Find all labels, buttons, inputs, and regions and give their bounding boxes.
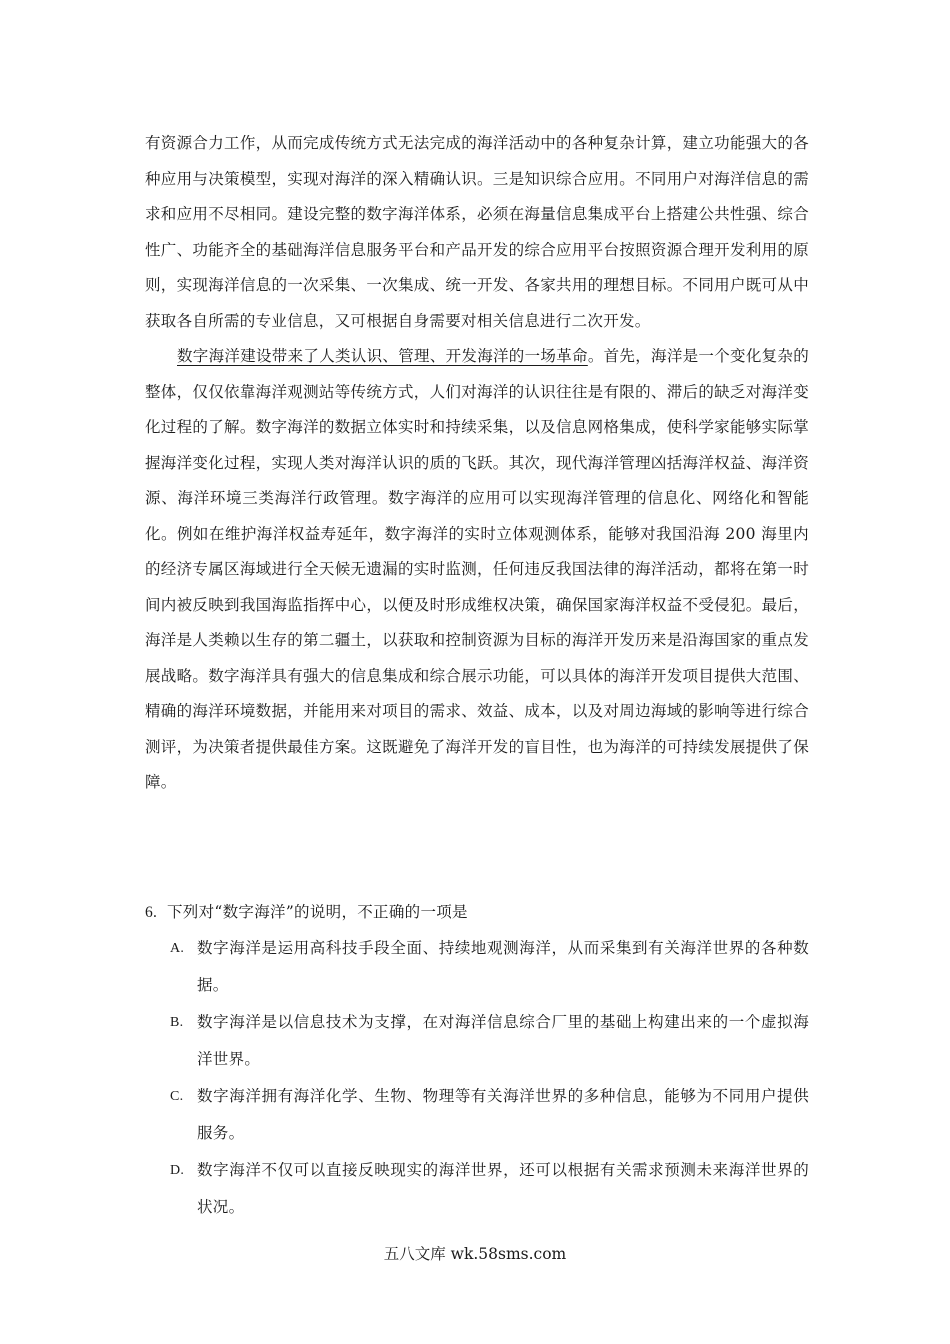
question-number: 6. — [145, 904, 158, 921]
option-d — [145, 1152, 809, 1226]
page-footer: 五八文库 wk.58sms.com — [383, 1245, 567, 1263]
option-c — [145, 1078, 809, 1152]
option-d-letter: D. — [170, 1163, 185, 1178]
passage-paragraph-2-text: 。首先，海洋是一个变化复杂的整体，仅仅依靠海洋观测站等传统方式，人们对海洋的认识往往是有限的、滞后的缺乏对海洋变化过程的了解。数字海洋的数据立体实时和持续采集，以及信息网格集成，使科学家能够实际掌握海洋变化过程，实现人类对海洋认识的质的飞跃。其次，现代海洋管理凶括海洋权益、海洋资源、海洋环境三类海洋行政管理。数字海洋的应用可以实现海洋管理的信息化、网络化和智能化。例如在维护海洋权益寿延年，数字海洋的实时立体观测体系，能够对我国沿海 200 海里内的经济专属区海域进行全天候无遗漏的实时监测，任何违反我国法律的海洋活动，都将在第一时间内被反映到我国海监指挥中心，以便及时形成维权决策，确保国家海洋权益不受侵犯。最后，海洋是人类赖以生存的第二疆土，以获取和控制资源为目标的海洋开发历来是沿海国家的重点发展战略。数字海洋具有强大的信息集成和综合展示功能，可以具体的海洋开发项目提供大范围、精确的海洋环境数据，并能用来对项目的需求、效益、成本，以及对周边海域的影响等进行综合测评，为决策者提供最佳方案。这既避免了海洋开发的盲目性，也为海洋的可持续发展提供了保障。 — [145, 347, 810, 791]
option-b-text: 数字海洋是以信息技术为支撑，在对海洋信息综合厂里的基础上构建出来的一个虚拟海洋世界。 — [197, 1013, 809, 1068]
option-b-letter: B. — [170, 1015, 184, 1030]
question-stem — [145, 895, 809, 930]
underlined-key-sentence: 数字海洋建设带来了人类认识、管理、开发海洋的一场革命 — [177, 347, 588, 365]
question-stem-text: 下列对“数字海洋”的说明，不正确的一项是 — [167, 903, 468, 921]
option-a-text: 数字海洋是运用高科技手段全面、持续地观测海洋，从而采集到有关海洋世界的各种数据。 — [197, 939, 809, 994]
option-c-letter: C. — [170, 1089, 184, 1104]
option-d-text: 数字海洋不仅可以直接反映现实的海洋世界，还可以根据有关需求预测未来海洋世界的状况。 — [197, 1161, 809, 1216]
passage-paragraph-1: 有资源合力工作，从而完成传统方式无法完成的海洋活动中的各种复杂计算，建立功能强大的各种应用与决策模型，实现对海洋的深入精确认识。三是知识综合应用。不同用户对海洋信息的需求和应用不尽相同。建设完整的数字海洋体系，必须在海量信息集成平台上搭建公共性强、综合性广、功能齐全的基础海洋信息服务平台和产品开发的综合应用平台按照资源合理开发利用的原则，实现海洋信息的一次采集、一次集成、统一开发、各家共用的理想目标。不同用户既可从中获取各自所需的专业信息，又可根据自身需要对相关信息进行二次开发。 — [145, 134, 809, 330]
question-6 — [145, 895, 809, 1226]
option-a-letter: A. — [170, 941, 185, 956]
passage-paragraph-2 — [145, 339, 809, 801]
option-b — [145, 1004, 809, 1078]
option-c-text: 数字海洋拥有海洋化学、生物、物理等有关海洋世界的多种信息，能够为不同用户提供服务。 — [197, 1087, 809, 1142]
option-a — [145, 930, 809, 1004]
reading-passage — [145, 126, 809, 801]
